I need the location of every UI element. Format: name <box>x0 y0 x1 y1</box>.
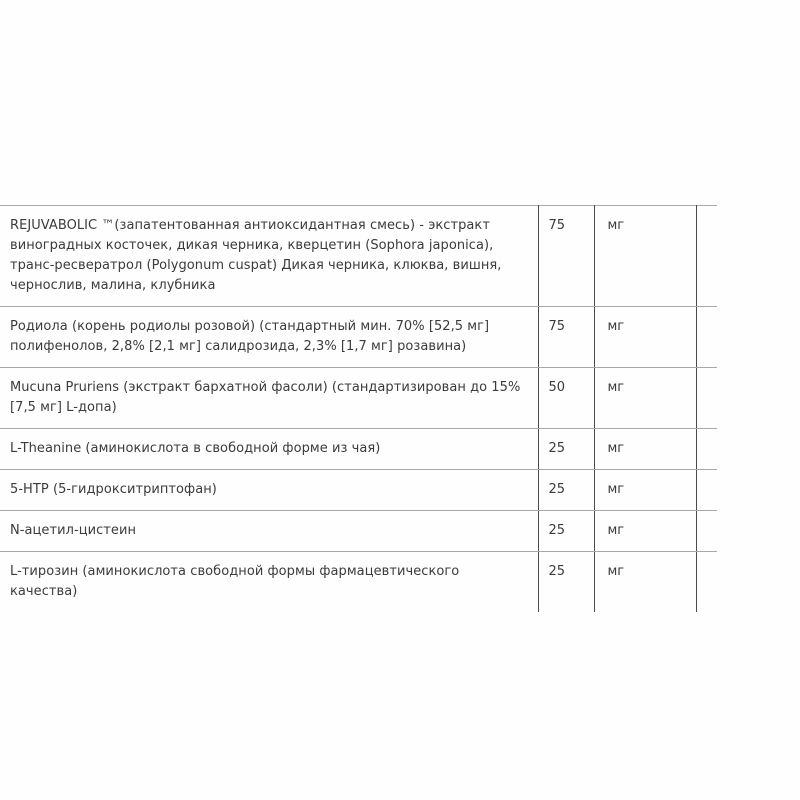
ingredient-name: REJUVABOLIC ™(запатентованная антиоксидантная смесь) - экстракт виноградных косточек, дикая черника, кверцетин (Sophora japonica), транс-ресвератрол (Polygonum cuspat) Дикая черника, клюква, вишня, чернослив, малина, клубника <box>0 206 538 307</box>
table-row <box>0 429 717 470</box>
ingredient-amount: 75 <box>538 307 594 368</box>
ingredient-amount: 25 <box>538 552 594 613</box>
ingredient-unit: мг <box>594 552 696 613</box>
empty-cell <box>696 206 717 307</box>
empty-cell <box>696 368 717 429</box>
ingredient-name: L-Theanine (аминокислота в свободной форме из чая) <box>0 429 538 470</box>
ingredient-name: N-ацетил-цистеин <box>0 511 538 552</box>
empty-cell <box>696 307 717 368</box>
ingredient-unit: мг <box>594 429 696 470</box>
ingredient-name: Родиола (корень родиолы розовой) (стандартный мин. 70% [52,5 мг] полифенолов, 2,8% [2,1 мг] салидрозида, 2,3% [1,7 мг] розавина) <box>0 307 538 368</box>
table-row <box>0 206 717 307</box>
ingredient-amount: 50 <box>538 368 594 429</box>
ingredient-name: L-тирозин (аминокислота свободной формы фармацевтического качества) <box>0 552 538 613</box>
ingredient-name: Mucuna Pruriens (экстракт бархатной фасоли) (стандартизирован до 15% [7,5 мг] L-допа) <box>0 368 538 429</box>
ingredient-unit: мг <box>594 307 696 368</box>
ingredient-unit: мг <box>594 470 696 511</box>
ingredients-table <box>0 205 717 612</box>
empty-cell <box>696 511 717 552</box>
ingredient-unit: мг <box>594 511 696 552</box>
table-row <box>0 368 717 429</box>
ingredient-unit: мг <box>594 368 696 429</box>
ingredient-amount: 25 <box>538 429 594 470</box>
table-row <box>0 307 717 368</box>
ingredient-amount: 25 <box>538 470 594 511</box>
ingredient-amount: 75 <box>538 206 594 307</box>
table-row <box>0 470 717 511</box>
empty-cell <box>696 470 717 511</box>
empty-cell <box>696 552 717 613</box>
table-row <box>0 552 717 613</box>
ingredient-amount: 25 <box>538 511 594 552</box>
ingredient-unit: мг <box>594 206 696 307</box>
table-row <box>0 511 717 552</box>
empty-cell <box>696 429 717 470</box>
ingredient-name: 5-HTP (5-гидрокситриптофан) <box>0 470 538 511</box>
